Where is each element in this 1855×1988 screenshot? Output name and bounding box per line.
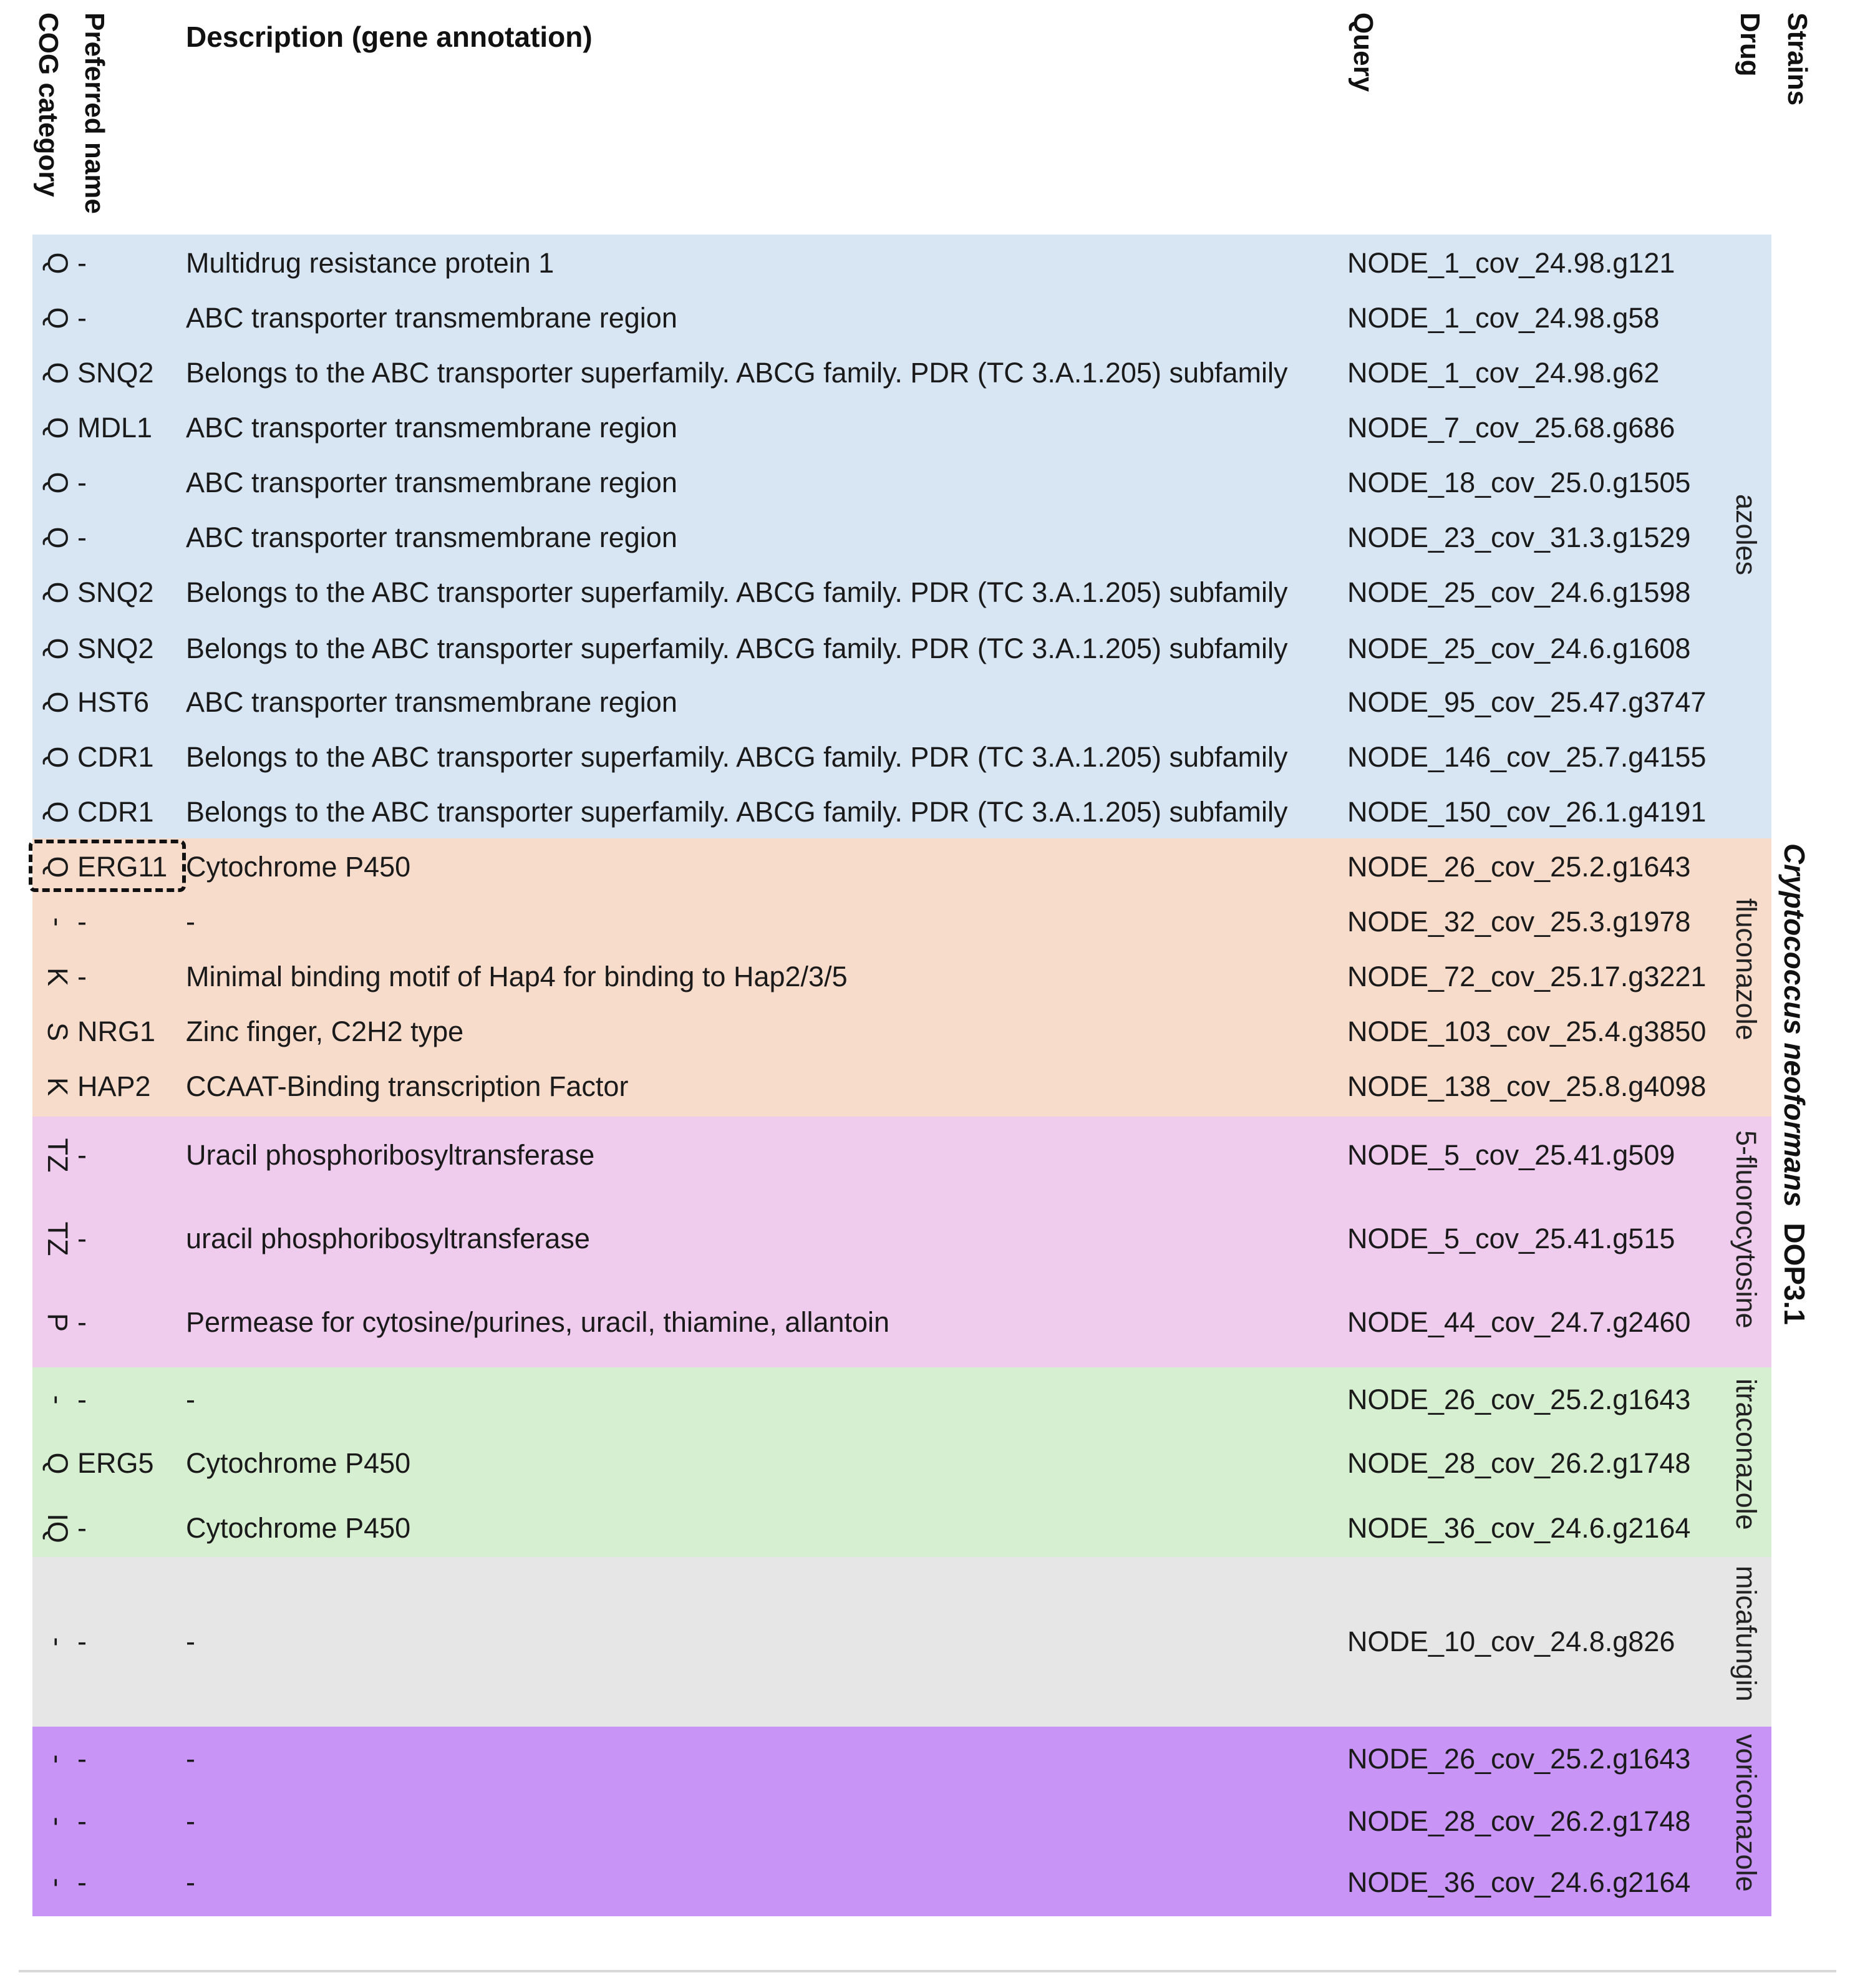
table-row xyxy=(32,568,1741,618)
table-row xyxy=(32,1796,1741,1846)
preferred-name-cell: MDL1 xyxy=(77,412,153,444)
cog-category-cell: - xyxy=(42,1816,74,1826)
description-cell: ABC transporter transmembrane region xyxy=(186,302,677,334)
description-cell: Cytochrome P450 xyxy=(186,851,411,883)
description-cell: Belongs to the ABC transporter superfamily. ABCG family. PDR (TC 3.A.1.205) subfamily xyxy=(186,796,1288,828)
cog-category-cell: IQ xyxy=(42,1513,74,1543)
cog-category-cell: K xyxy=(42,1077,74,1096)
preferred-name-cell: CDR1 xyxy=(77,796,154,828)
query-cell: NODE_25_cov_24.6.g1608 xyxy=(1347,633,1691,664)
description-cell: uracil phosphoribosyltransferase xyxy=(186,1223,590,1254)
preferred-name-cell: ERG11 xyxy=(77,851,168,883)
description-cell: Belongs to the ABC transporter superfamily. ABCG family. PDR (TC 3.A.1.205) subfamily xyxy=(186,633,1288,664)
preferred-name-cell: NRG1 xyxy=(77,1016,156,1047)
preferred-name-cell: ERG5 xyxy=(77,1447,154,1479)
cog-category-cell: Q xyxy=(42,746,74,769)
description-cell: - xyxy=(186,1626,195,1657)
description-cell: ABC transporter transmembrane region xyxy=(186,412,677,444)
description-cell: - xyxy=(186,1743,195,1775)
query-cell: NODE_146_cov_25.7.g4155 xyxy=(1347,741,1707,773)
table-row xyxy=(32,1617,1741,1667)
preferred-name-cell: - xyxy=(77,302,87,334)
description-cell: Cytochrome P450 xyxy=(186,1447,411,1479)
drug-label-voriconazole: voriconazole xyxy=(1730,1734,1762,1892)
header-strains: Strains xyxy=(1782,12,1813,106)
table-row xyxy=(32,677,1741,727)
bottom-divider xyxy=(19,1970,1836,1972)
cog-category-cell: Q xyxy=(42,362,74,384)
preferred-name-cell: - xyxy=(77,467,87,498)
description-cell: Cytochrome P450 xyxy=(186,1512,411,1544)
table-row xyxy=(32,403,1741,453)
preferred-name-cell: HST6 xyxy=(77,686,150,718)
cog-category-cell: P xyxy=(42,1312,74,1332)
cog-category-cell: Q xyxy=(42,417,74,439)
preferred-name-cell: - xyxy=(77,906,87,938)
preferred-name-cell: - xyxy=(77,1223,87,1254)
cog-category-cell: Q xyxy=(42,526,74,549)
description-cell: Minimal binding motif of Hap4 for binding to Hap2/3/5 xyxy=(186,961,848,992)
description-cell: ABC transporter transmembrane region xyxy=(186,467,677,498)
cog-category-cell: TZ xyxy=(42,1221,74,1256)
description-cell: Belongs to the ABC transporter superfamily. ABCG family. PDR (TC 3.A.1.205) subfamily xyxy=(186,576,1288,608)
description-cell: - xyxy=(186,1805,195,1837)
query-cell: NODE_44_cov_24.7.g2460 xyxy=(1347,1306,1691,1338)
query-cell: NODE_28_cov_26.2.g1748 xyxy=(1347,1447,1691,1479)
cog-category-cell: - xyxy=(42,917,74,927)
cog-category-cell: Q xyxy=(42,581,74,604)
query-cell: NODE_26_cov_25.2.g1643 xyxy=(1347,1384,1691,1415)
query-cell: NODE_36_cov_24.6.g2164 xyxy=(1347,1866,1691,1898)
strain-label xyxy=(1778,843,1811,1325)
table-row xyxy=(32,293,1741,343)
table-row xyxy=(32,1214,1741,1264)
table-row xyxy=(32,1438,1741,1488)
description-cell: - xyxy=(186,1384,195,1415)
table-row xyxy=(32,787,1741,837)
table-row xyxy=(32,513,1741,563)
cog-category-cell: - xyxy=(42,1878,74,1888)
table-row xyxy=(32,1858,1741,1908)
query-cell: NODE_1_cov_24.98.g62 xyxy=(1347,357,1660,389)
header-drug: Drug xyxy=(1735,12,1765,77)
table-row xyxy=(32,458,1741,508)
description-cell: - xyxy=(186,1866,195,1898)
preferred-name-cell: SNQ2 xyxy=(77,633,154,664)
query-cell: NODE_95_cov_25.47.g3747 xyxy=(1347,686,1707,718)
cog-category-cell: TZ xyxy=(42,1138,74,1173)
description-cell: ABC transporter transmembrane region xyxy=(186,686,677,718)
cog-category-cell: S xyxy=(42,1022,74,1041)
query-cell: NODE_103_cov_25.4.g3850 xyxy=(1347,1016,1707,1047)
preferred-name-cell: HAP2 xyxy=(77,1070,151,1102)
preferred-name-cell: - xyxy=(77,1512,87,1544)
preferred-name-cell: - xyxy=(77,1139,87,1171)
table-row xyxy=(32,1007,1741,1057)
erg11-highlight-box xyxy=(29,840,186,892)
query-cell: NODE_1_cov_24.98.g58 xyxy=(1347,302,1660,334)
drug-label-fluconazole: fluconazole xyxy=(1730,898,1762,1040)
cog-category-cell: Q xyxy=(42,1452,74,1475)
description-cell: CCAAT-Binding transcription Factor xyxy=(186,1070,629,1102)
cog-category-cell: Q xyxy=(42,801,74,823)
query-cell: NODE_7_cov_25.68.g686 xyxy=(1347,412,1675,444)
description-cell: Multidrug resistance protein 1 xyxy=(186,247,555,279)
description-cell: Belongs to the ABC transporter superfamily. ABCG family. PDR (TC 3.A.1.205) subfamily xyxy=(186,741,1288,773)
table-row xyxy=(32,1375,1741,1425)
preferred-name-cell: - xyxy=(77,1306,87,1338)
cog-category-cell: Q xyxy=(42,472,74,494)
drug-label-itraconazole: itraconazole xyxy=(1730,1379,1762,1530)
table-row xyxy=(32,842,1741,892)
cog-category-cell: - xyxy=(42,1637,74,1647)
strain-id: DOP3.1 xyxy=(1778,1223,1811,1325)
query-cell: NODE_5_cov_25.41.g509 xyxy=(1347,1139,1675,1171)
cog-category-cell: Q xyxy=(42,691,74,714)
query-cell: NODE_72_cov_25.17.g3221 xyxy=(1347,961,1707,992)
table-row xyxy=(32,897,1741,947)
table-row xyxy=(32,238,1741,288)
preferred-name-cell: - xyxy=(77,1626,87,1657)
preferred-name-cell: - xyxy=(77,1805,87,1837)
table-row xyxy=(32,624,1741,674)
cog-category-cell: Q xyxy=(42,856,74,878)
query-cell: NODE_138_cov_25.8.g4098 xyxy=(1347,1070,1707,1102)
preferred-name-cell: - xyxy=(77,1866,87,1898)
preferred-name-cell: - xyxy=(77,521,87,553)
query-cell: NODE_23_cov_31.3.g1529 xyxy=(1347,521,1691,553)
description-cell: Uracil phosphoribosyltransferase xyxy=(186,1139,595,1171)
query-cell: NODE_5_cov_25.41.g515 xyxy=(1347,1223,1675,1254)
header-preferred-name: Preferred name xyxy=(79,12,110,214)
query-cell: NODE_10_cov_24.8.g826 xyxy=(1347,1626,1675,1657)
drug-label-micafungin: micafungin xyxy=(1730,1566,1762,1702)
query-cell: NODE_36_cov_24.6.g2164 xyxy=(1347,1512,1691,1544)
query-cell: NODE_32_cov_25.3.g1978 xyxy=(1347,906,1691,938)
cog-category-cell: - xyxy=(42,1395,74,1405)
table-row xyxy=(32,952,1741,1002)
preferred-name-cell: - xyxy=(77,961,87,992)
drug-label-azoles: azoles xyxy=(1730,494,1762,576)
description-cell: Permease for cytosine/purines, uracil, thiamine, allantoin xyxy=(186,1306,890,1338)
header-query: Query xyxy=(1348,12,1378,92)
preferred-name-cell: CDR1 xyxy=(77,741,154,773)
query-cell: NODE_28_cov_26.2.g1748 xyxy=(1347,1805,1691,1837)
preferred-name-cell: SNQ2 xyxy=(77,576,154,608)
strain-species: Cryptococcus neoformans xyxy=(1778,843,1811,1207)
header-cog-category: COG category xyxy=(33,12,64,197)
query-cell: NODE_1_cov_24.98.g121 xyxy=(1347,247,1675,279)
query-cell: NODE_25_cov_24.6.g1598 xyxy=(1347,576,1691,608)
header-description: Description (gene annotation) xyxy=(186,21,593,53)
description-cell: Zinc finger, C2H2 type xyxy=(186,1016,464,1047)
description-cell: - xyxy=(186,906,195,938)
query-cell: NODE_150_cov_26.1.g4191 xyxy=(1347,796,1707,828)
query-cell: NODE_26_cov_25.2.g1643 xyxy=(1347,851,1691,883)
preferred-name-cell: - xyxy=(77,1743,87,1775)
preferred-name-cell: - xyxy=(77,1384,87,1415)
table-row xyxy=(32,1503,1741,1553)
query-cell: NODE_18_cov_25.0.g1505 xyxy=(1347,467,1691,498)
cog-category-cell: Q xyxy=(42,638,74,660)
table-row xyxy=(32,348,1741,398)
table-row xyxy=(32,732,1741,782)
preferred-name-cell: - xyxy=(77,247,87,279)
drug-label-fluorocytosine: 5-fluorocytosine xyxy=(1730,1130,1762,1329)
cog-category-cell: Q xyxy=(42,307,74,329)
query-cell: NODE_26_cov_25.2.g1643 xyxy=(1347,1743,1691,1775)
cog-category-cell: - xyxy=(42,1754,74,1764)
preferred-name-cell: SNQ2 xyxy=(77,357,154,389)
description-cell: ABC transporter transmembrane region xyxy=(186,521,677,553)
table-row xyxy=(32,1130,1741,1180)
table-row xyxy=(32,1297,1741,1347)
cog-category-cell: K xyxy=(42,967,74,986)
description-cell: Belongs to the ABC transporter superfamily. ABCG family. PDR (TC 3.A.1.205) subfamily xyxy=(186,357,1288,389)
table-row xyxy=(32,1734,1741,1784)
cog-category-cell: Q xyxy=(42,252,74,274)
table-row xyxy=(32,1062,1741,1112)
